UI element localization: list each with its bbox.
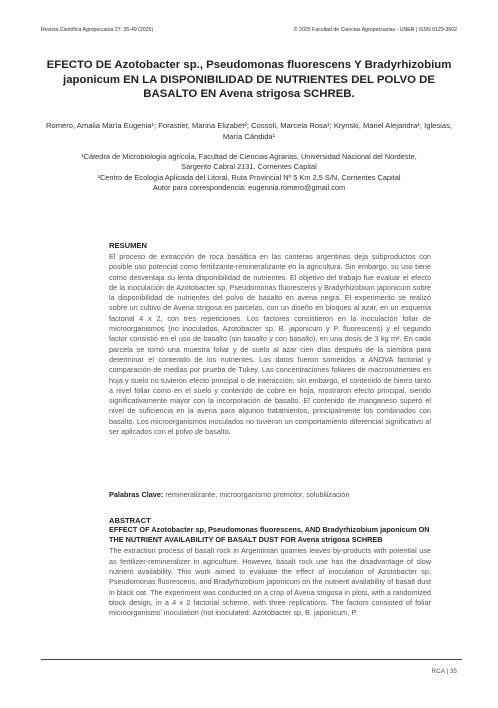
journal-running-head: Revista Científica Agropecuaria 27: 35-49 (2025) <box>41 27 154 33</box>
footer-divider <box>41 659 462 660</box>
copyright-running-head: © 2025 Facultad de Ciencias Agropecuarias - UNER | ISSN 0129-3602 <box>293 27 457 33</box>
corresponding-author: Autor para correspondencia: eugennia.romero@gmail.com <box>152 183 346 193</box>
keywords <box>109 490 431 499</box>
abstract-text: The extraction process of basalt rock in Argentinian quarries leaves by-products with potential use as fertilizer-remineralizer in agriculture. However, basalt rock use has the disadvantage of slow nutrient availability. This work aimed to evaluate the effect of inoculation of Azotobacter sp, Pseudomonas fluorescens, and Bradyrhizobium japonicum on the nutrient availability of basalt dust in black oat. The experiment was conducted on a crop of Avena strigosa in plots, with a randomized block design, in a 4 x 2 factorial scheme, with three replications. The factors consisted of foliar microorganisms' inoculation (not inoculated: Azotobacter sp, B. japonicum, P. <box>109 546 431 618</box>
keywords-label: Palabras Clave: <box>109 490 164 499</box>
keywords-text: remineralizante, microorganismo promotor, solubilización <box>163 490 350 499</box>
resumen-heading: RESUMEN <box>109 241 147 250</box>
affiliation-line: Sargento Cabral 2131, Corrientes Capital <box>181 162 317 172</box>
abstract-heading: ABSTRACT <box>109 516 151 525</box>
paper-title: EFECTO DE Azotobacter sp., Pseudomonas fluorescens Y Bradyrhizobium japonicum EN LA DISPONIBILIDAD DE NUTRIENTES DEL POLVO DE BASALTO EN Avena strigosa SCHREB. <box>46 59 452 101</box>
abstract-section <box>109 516 431 618</box>
affiliation-line: ²Centro de Ecología Aplicada del Litoral, Ruta Provincial Nº 5 Km 2,5 S/N, Corrientes Capital <box>97 172 401 182</box>
affiliation-line: ¹Cátedra de Microbiología agrícola, Facultad de Ciencias Agrarias, Universidad Nacional del Nordeste, <box>81 152 417 161</box>
affiliations <box>40 152 458 194</box>
abstract-title: EFFECT OF Azotobacter sp, Pseudomonas fluorescens, AND Bradyrhizobium japonicum ON THE NUTRIENT AVAILABILITY OF BASALT DUST FOR Avena strigosa SCHREB <box>109 525 430 545</box>
page-number: RCA | 35 <box>431 668 457 675</box>
resumen-text: El proceso de extracción de roca basáltica en las canteras argentinas deja subproductos con posible uso potencial como fertilizante-remineralizante en la agricultura. Sin embargo, su uso tiene como desventaja su lenta disponibilidad de nutrientes. El objetivo del trabajo fue evaluar el efecto de la inoculación de Azotobacter sp, Pseudomonas fluorescens y Bradyrhizobium japonicum sobre la disponibilidad de nutrientes del polvo de basalto en avena negra. El experimento se realizó sobre un cultivo de Avena strigosa en parcelas, con un diseño en bloques al azar, en un esquema factorial 4 x 2, con tres repeticiones. Los factores consistieron en la inoculación foliar de microorganismos (no inoculados, Azotobacter sp, B. japonicum y P. fluorescens) y el segundo factor consistió en el uso de basalto (sin basalto y con basalto), en una dosis de 3 kg m². En cada parcela se tomó una muestra foliar y de suelo al azar cien días después de la siembra para determinar el contenido de los nutrientes. Los datos fueron sometidos a ANOVA factorial y comparación de medias por prueba de Tukey. Las concentraciones foliares de macronutrientes en hoja y suelo no tuvieron efecto principal o de interacción; sin embargo, el contenido de hierro tanto a nivel foliar como en el suelo y contenido de cobre en hoja, mostraron efecto principal, siendo significativamente mayor con la incorporación de basalto. El contenido de manganeso superó el nivel de suficiencia en la avena para algunos tratamientos, principalmente los combinados con basalto. Los microorganismos inoculados no tuvieron un comportamiento diferencial significativo al ser aplicados con el polvo de basalto. <box>109 252 431 437</box>
authors: Romero, Amalia María Eugenia¹; Forastier, Marina Elizabet²; Cossoli, Marcela Rosa¹; Krynski, Mariel Alejandra¹; Iglesias, María Cándida¹ <box>46 121 452 141</box>
resumen-section <box>109 241 431 437</box>
